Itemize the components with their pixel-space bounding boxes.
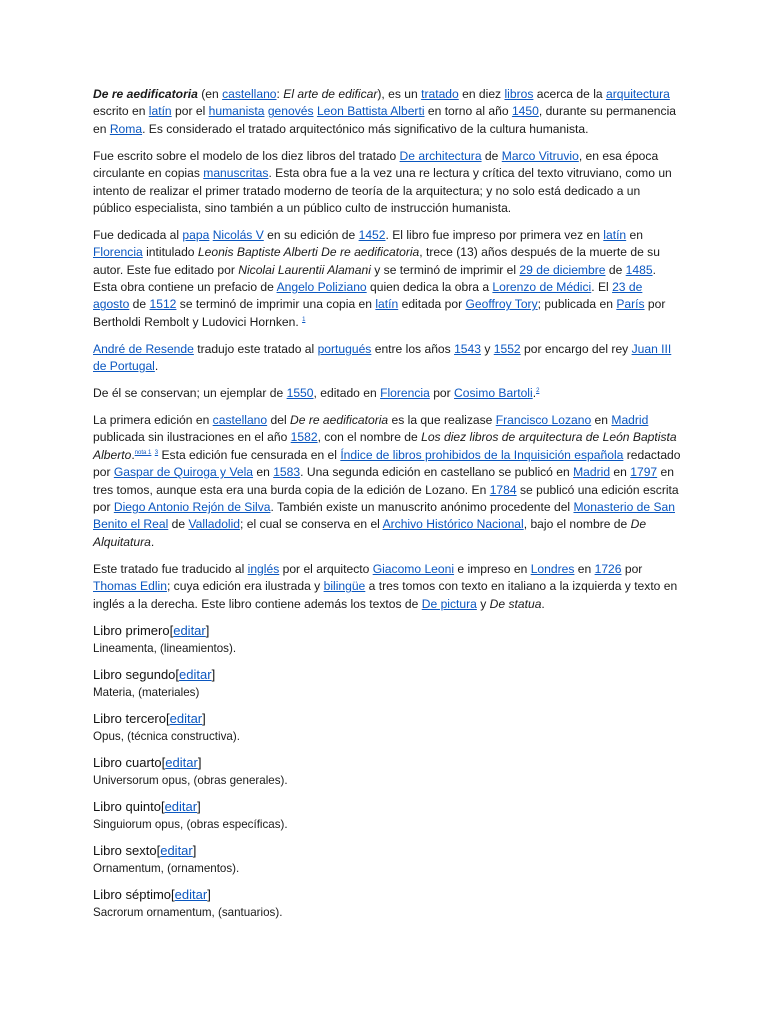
text-run: y se terminó de imprimir el: [370, 262, 520, 277]
text-run: por: [429, 386, 455, 401]
edit-section-link[interactable]: editar: [179, 667, 212, 683]
text-run: entre los años: [371, 341, 455, 356]
text-run: editada por: [398, 297, 466, 312]
paragraph: [93, 341, 681, 376]
section-body: Ornamentum, (ornamentos).: [93, 862, 240, 876]
book-sections: [93, 622, 681, 921]
text-run: escrito en: [93, 104, 149, 119]
edit-section-link[interactable]: editar: [169, 711, 203, 727]
text-run: . Esta obra fue a la vez una re lectura y crítica del texto vitruviano, como un intento de realizar el primer tratado moderno de teoría de la arquitectura; y no solo está dedicado a un público especialista, sino también a un público culto de instrucción humanista.: [93, 166, 672, 215]
edit-bracket-open: [: [165, 711, 170, 727]
wiki-link[interactable]: Valladolid: [188, 517, 241, 532]
section-heading: [93, 710, 681, 728]
section-title: Libro cuarto: [93, 755, 162, 771]
italic-text: El arte de edificar: [283, 87, 378, 101]
edit-section-link[interactable]: editar: [173, 623, 206, 639]
wiki-link[interactable]: 1543: [454, 341, 481, 356]
text-run: , editado en: [313, 386, 381, 401]
wiki-link[interactable]: Thomas Edlin: [93, 579, 167, 594]
paragraph: [93, 385, 681, 402]
text-run: por: [621, 561, 643, 576]
wiki-link[interactable]: Madrid: [611, 413, 649, 427]
section-title: Libro séptimo: [93, 887, 172, 903]
wiki-link[interactable]: humanista: [208, 104, 265, 119]
reference-marker[interactable]: 1: [302, 316, 306, 323]
italic-text: Los diez libros de arquitectura de León Baptista Alberto: [93, 430, 677, 462]
wiki-link[interactable]: 1450: [511, 104, 539, 119]
text-run: .: [150, 534, 155, 549]
wiki-link[interactable]: André de Resende: [93, 341, 194, 356]
book-section: [93, 754, 681, 789]
text-run: de: [129, 297, 150, 312]
wiki-link[interactable]: Diego Antonio Rejón de Silva: [113, 500, 271, 515]
section-title: Libro tercero: [93, 711, 166, 727]
text-run: . Esta obra contiene un prefacio de: [93, 262, 656, 295]
wiki-link[interactable]: 1512: [149, 297, 177, 312]
wiki-link[interactable]: libros: [504, 87, 534, 101]
italic-text: Nicolai Laurentii Alamani: [238, 262, 371, 277]
book-section: [93, 798, 681, 833]
wiki-link[interactable]: latín: [375, 297, 399, 312]
wiki-link[interactable]: Juan III de Portugal: [93, 341, 672, 374]
wiki-link[interactable]: Roma: [109, 121, 143, 136]
text-run: por el arquitecto: [279, 561, 373, 576]
text-run: De él se conservan; un ejemplar de: [93, 386, 287, 401]
edit-bracket-open: [: [175, 667, 180, 683]
wiki-link[interactable]: 1726: [594, 561, 622, 576]
book-section: [93, 886, 681, 921]
text-run: en tres tomos, aunque esta era una burda copia de la edición de Lozano. En: [93, 465, 674, 497]
section-title: Libro quinto: [93, 799, 161, 815]
edit-bracket-close: ]: [211, 667, 216, 683]
text-run: . También existe un manuscrito anónimo procedente del: [270, 500, 574, 515]
wiki-link[interactable]: Gaspar de Quiroga y Vela: [113, 465, 254, 480]
edit-section-link[interactable]: editar: [174, 887, 208, 903]
text-run: quien dedica la obra a: [366, 280, 493, 295]
wiki-link[interactable]: tratado: [421, 87, 459, 101]
wiki-link[interactable]: Nicolás V: [212, 227, 264, 242]
text-run: en su edición de: [263, 227, 359, 242]
section-heading: [93, 842, 681, 860]
text-run: en: [626, 227, 643, 242]
edit-section-link[interactable]: editar: [160, 843, 193, 859]
wiki-link[interactable]: arquitectura: [605, 87, 670, 101]
edit-bracket-close: ]: [197, 799, 201, 815]
wiki-link[interactable]: 29 de diciembre: [519, 262, 606, 277]
text-run: en: [591, 413, 612, 427]
text-run: a tres tomos con texto en italiano a la izquierda y texto en inglés a la derecha. Este libro contiene además los textos de: [93, 579, 678, 611]
text-run: ; publicada en: [537, 297, 617, 312]
wiki-link[interactable]: De architectura: [399, 148, 482, 163]
section-heading: [93, 886, 681, 904]
section-body: Lineamenta, (lineamientos).: [93, 642, 237, 656]
wiki-link[interactable]: 1582: [290, 430, 318, 445]
book-section: [93, 666, 681, 701]
wiki-link[interactable]: Índice de libros prohibidos de la Inquisición española: [340, 447, 624, 462]
text-run: tradujo este tratado al: [193, 341, 318, 356]
text-run: por el: [171, 104, 209, 119]
text-run: en: [253, 465, 274, 480]
wiki-link[interactable]: Francisco Lozano: [495, 413, 592, 427]
text-run: y: [480, 341, 494, 356]
wiki-link[interactable]: latín: [603, 227, 627, 242]
wiki-link[interactable]: Monasterio de San Benito el Real: [93, 500, 675, 532]
text-run: se terminó de imprimir una copia en: [176, 297, 376, 312]
text-run: se publicó una edición escrita por: [93, 482, 679, 515]
text-run: (en: [197, 87, 223, 101]
edit-bracket-close: ]: [192, 843, 197, 859]
paragraph: [93, 412, 681, 551]
paragraph: [93, 227, 681, 331]
text-run: e impreso en: [454, 561, 531, 576]
italic-text: De Alquitatura: [93, 517, 647, 549]
wiki-link[interactable]: Lorenzo de Médici: [492, 280, 592, 295]
edit-bracket-open: [: [160, 799, 165, 815]
text-run: , durante su permanencia en: [93, 104, 676, 136]
text-run: en torno al año: [424, 104, 512, 119]
document-body: [93, 86, 681, 930]
wiki-link[interactable]: Florencia: [93, 245, 143, 260]
text-run: intitulado: [142, 245, 198, 260]
book-section: [93, 710, 681, 745]
text-run: . El libro fue impreso por primera vez en: [385, 227, 604, 242]
edit-bracket-open: [: [161, 755, 166, 771]
paragraph: [93, 148, 681, 218]
italic-text: De re aedificatoria: [290, 413, 389, 427]
wiki-link[interactable]: Florencia: [380, 386, 430, 401]
text-run: , trece (13) años después de la muerte de su autor. Este fue editado por: [93, 245, 660, 277]
edit-section-link[interactable]: editar: [164, 799, 198, 815]
italic-text: Leonis Baptiste Alberti De re aedificatoria: [197, 245, 420, 260]
edit-section-link[interactable]: editar: [165, 755, 198, 771]
wiki-link[interactable]: castellano: [212, 413, 268, 427]
reference-marker[interactable]: 3: [154, 449, 159, 456]
section-heading: [93, 754, 681, 772]
wiki-link[interactable]: Angelo Poliziano: [276, 280, 367, 295]
text-run: y: [476, 596, 490, 611]
wiki-link[interactable]: Archivo Histórico Nacional: [382, 517, 524, 532]
wiki-link[interactable]: Marco Vitruvio: [501, 148, 579, 163]
section-body: Materia, (materiales): [93, 686, 200, 700]
wiki-link[interactable]: 1452: [358, 227, 386, 242]
text-run: ), es un: [377, 87, 422, 101]
text-run: por Bertholdi Rembolt y Ludovici Hornken.: [93, 297, 666, 329]
text-run: en: [574, 561, 595, 576]
wiki-link[interactable]: bilingüe: [323, 579, 366, 594]
edit-bracket-open: [: [156, 843, 161, 859]
text-run: La primera edición en: [93, 413, 213, 427]
section-title: Libro sexto: [93, 843, 157, 859]
text-run: por encargo del rey: [520, 341, 632, 356]
text-run: ; el cual se conserva en el: [240, 517, 383, 532]
text-run: .: [541, 596, 545, 611]
text-run: :: [276, 87, 284, 101]
text-run: publicada sin ilustraciones en el año: [93, 430, 291, 445]
book-section: [93, 842, 681, 877]
text-run: . Una segunda edición en castellano se publicó en: [300, 465, 574, 480]
book-section: [93, 622, 681, 657]
wiki-link[interactable]: inglés: [247, 561, 280, 576]
edit-bracket-close: ]: [197, 755, 202, 771]
text-run: .: [131, 447, 135, 462]
text-run: , bajo el nombre de: [523, 517, 631, 532]
text-run: , con el nombre de: [317, 430, 422, 445]
wiki-link[interactable]: De pictura: [421, 596, 477, 611]
article-paragraphs: [93, 86, 681, 613]
text-run: de: [481, 148, 502, 163]
wiki-link[interactable]: 1583: [273, 465, 301, 480]
wiki-link[interactable]: Cosimo Bartoli: [454, 386, 533, 401]
text-run: Esta edición fue censurada en el: [158, 447, 341, 462]
text-run: . El: [591, 280, 613, 295]
wiki-link[interactable]: latín: [148, 104, 172, 119]
text-run: Fue dedicada al: [93, 227, 183, 242]
article-title-term: De re aedificatoria: [93, 87, 198, 101]
text-run: en: [610, 465, 631, 480]
wiki-link[interactable]: 1550: [286, 386, 314, 401]
section-heading: [93, 666, 681, 684]
wiki-link[interactable]: 1784: [489, 482, 517, 497]
wiki-link[interactable]: Madrid: [573, 465, 611, 480]
edit-bracket-close: ]: [202, 711, 206, 727]
wiki-link[interactable]: Londres: [530, 561, 575, 576]
wiki-link[interactable]: Leon Battista Alberti: [316, 104, 425, 119]
wiki-link[interactable]: castellano: [222, 87, 277, 101]
edit-bracket-open: [: [171, 887, 175, 903]
text-run: es la que realizase: [388, 413, 496, 427]
wiki-link[interactable]: 1797: [630, 465, 658, 480]
wiki-link[interactable]: papa: [182, 227, 210, 242]
section-body: Singuiorum opus, (obras específicas).: [93, 818, 288, 832]
text-run: redactado por: [93, 447, 681, 480]
reference-marker[interactable]: 2: [536, 388, 540, 395]
edit-bracket-close: ]: [207, 887, 211, 903]
wiki-link[interactable]: 23 de agosto: [93, 280, 643, 312]
text-run: acerca de la: [533, 87, 606, 101]
text-run: . Es considerado el tratado arquitectónico más significativo de la cultura humanista.: [142, 121, 589, 136]
wiki-link[interactable]: 1485: [625, 262, 653, 277]
reference-marker[interactable]: nota 1: [134, 449, 152, 456]
wiki-link[interactable]: genovés: [267, 104, 314, 119]
paragraph: [93, 561, 681, 613]
wiki-link[interactable]: Giacomo Leoni: [372, 561, 455, 576]
text-run: Este tratado fue traducido al: [93, 561, 248, 576]
text-run: del: [267, 413, 290, 427]
text-run: .: [532, 386, 537, 401]
section-heading: [93, 798, 681, 816]
section-body: Sacrorum ornamentum, (santuarios).: [93, 906, 283, 920]
text-run: de: [168, 517, 189, 532]
edit-bracket-open: [: [169, 623, 174, 639]
section-title: Libro segundo: [93, 667, 176, 683]
text-run: en diez: [458, 87, 505, 101]
text-run: .: [154, 359, 159, 374]
edit-bracket-close: ]: [205, 623, 210, 639]
text-run: , en esa época circulante en copias: [93, 148, 659, 181]
section-heading: [93, 622, 681, 640]
wiki-link[interactable]: París: [616, 297, 645, 312]
wiki-link[interactable]: portugués: [317, 341, 372, 356]
text-run: Fue escrito sobre el modelo de los diez libros del tratado: [93, 148, 400, 163]
wiki-link[interactable]: manuscritas: [203, 166, 269, 181]
wiki-link[interactable]: Geoffroy Tory: [465, 297, 538, 312]
text-run: ; cuya edición era ilustrada y: [166, 579, 324, 594]
italic-text: De statua: [489, 596, 542, 611]
paragraph: [93, 86, 681, 138]
section-body: Universorum opus, (obras generales).: [93, 774, 288, 788]
section-title: Libro primero: [93, 623, 170, 639]
section-body: Opus, (técnica constructiva).: [93, 730, 240, 744]
text-run: de: [605, 262, 626, 277]
wiki-link[interactable]: 1552: [493, 341, 521, 356]
